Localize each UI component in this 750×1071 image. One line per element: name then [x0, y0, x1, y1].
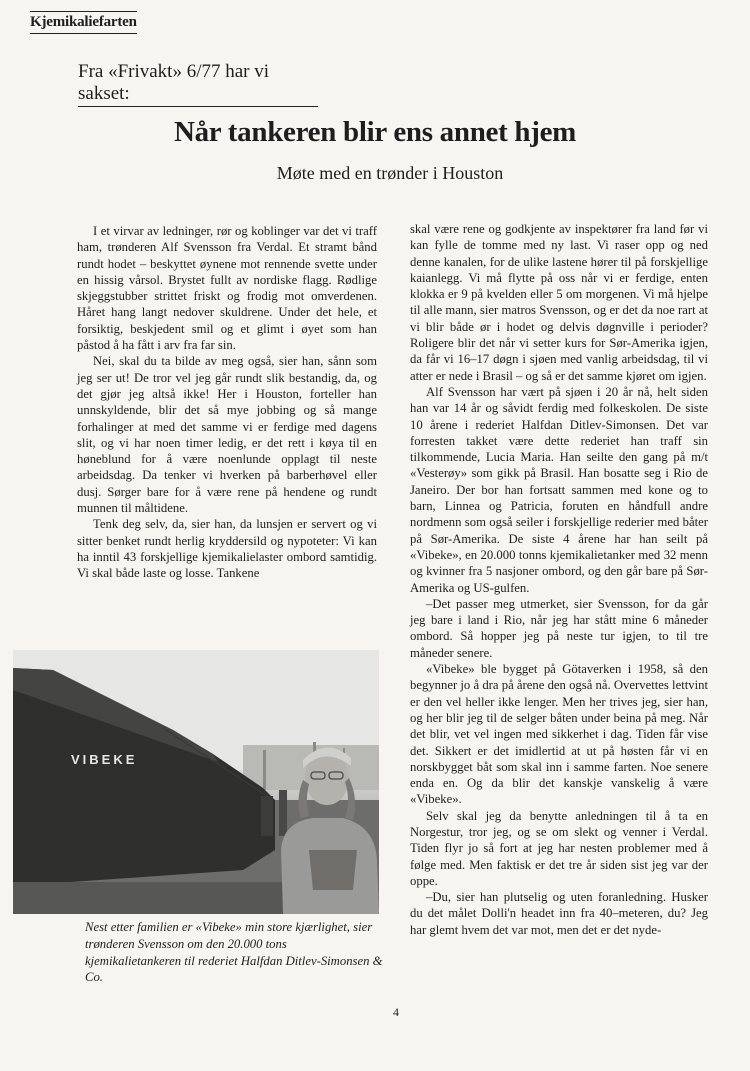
paragraph: skal være rene og godkjente av inspektører fra land før vi kan fylle de tomme med ny last. Vi raser opp og ned denne kanalen, for de ulike lastene hører til på forskjellige kaianlegg. Vi må flytte på oss når vi er ferdige, enten klokka er 9 på kvelden eller 5 om morgenen. Vi må hjelpe til alle mann, sier matros Svensson, og er det da noe rart at vi blir både ør i hodet og delvis døgnville i perioder? Roligere blir det når vi setter kurs for Sør-Amerika igjen, da får vi 16–17 døgn i sjøen med vanlig arbeidsdag, til vi atter er nede i Brasil – og så er det samme kjøret om igjen.: [410, 222, 708, 383]
section-label-bottom-rule: [30, 33, 137, 34]
paragraph: Selv skal jeg da benytte anledningen til å ta en Norgestur, tror jeg, og se om slekt og venner i Verdal. Tiden flyr jo så fort at jeg har nesten problemer med å følge med. Men faktisk er det tre år siden sist jeg var der oppe.: [410, 808, 708, 888]
page-number: 4: [393, 1005, 399, 1019]
paragraph: Nei, skal du ta bilde av meg også, sier han, sånn som jeg ser ut! De tror vel jeg går rundt slik bestandig, da, og det gjør jeg altså ikke! Her i Houston, forteller han unnskyldende, blir det så mye jobbing og så mange forhalinger at med det samme vi er ferdige med dagens slit, og vi har noen timer ledig, er det rett i køya til en høneblund for å være noenlunde opplagt til neste arbeidsdag. Da tenker vi hverken på barberhøvel eller dusj. Sørger bare for å være rene på hendene og rundt munnen til måltidene.: [77, 354, 377, 516]
paragraph: –Det passer meg utmerket, sier Svensson, for da går jeg bare i land i Rio, når jeg har stått mine 6 måneder ombord. Så hopper jeg på neste tur igjen, to til tre måneder senere.: [410, 596, 708, 660]
paragraph: Tenk deg selv, da, sier han, da lunsjen er servert og vi sitter benket rundt herlig kryddersild og nypoteter: Vi kan ha inntil 43 forskjellige kjemikalielaster ombord samtidig. Vi skal både laste og losse. Tankene: [77, 517, 377, 581]
article-headline: Når tankeren blir ens annet hjem: [173, 116, 577, 148]
article-column-left: [77, 223, 377, 582]
section-label: Kjemikaliefarten: [30, 14, 137, 30]
section-label-top-rule: [30, 11, 137, 12]
article-photo: [13, 650, 379, 914]
paragraph: –Du, sier han plutselig og uten foranledning. Husker du det målet Dolli'n headet inn fra 40–meteren, du? Jeg har glemt hvem det var mot, men det er det nyde-: [410, 890, 708, 937]
photo-caption: Nest etter familien er «Vibeke» min store kjærlighet, sier trønderen Svensson om den 20.000 tons kjemikalietankeren til rederiet Halfdan Ditlev-Simonsen & Co.: [85, 920, 383, 985]
tanker-photo-illustration: [13, 650, 379, 914]
paragraph: Alf Svensson har vært på sjøen i 20 år nå, helt siden han var 14 år og såvidt ferdig med folkeskolen. De siste 10 årene i rederiet Halfdan Ditlev-Simonsen. Det var forresten takket være dette rederiet han traff sin tilkommende, Lucia Maria. Han seilte den gang på m/t «Vesterøy» som gikk på Brasil. Han bosatte seg i Rio de Janeiro. Der bor han fortsatt sammen med kone og to barn, Linnea og Patricia, foruten en håndfull andre nordmenn som også seiler i forskjellige rederier med båter på Sør-Amerika. De siste 4 årene har han seilt på «Vibeke», en 20.000 tonns kjemikalietanker med 32 menn og kvinner fra 5 nasjoner ombord, og den går bare på Sør-Amerika og US-gulfen.: [410, 384, 708, 595]
hull-name-text: VIBEKE: [71, 752, 138, 767]
paragraph: I et virvar av ledninger, rør og koblinger var det vi traff ham, trønderen Alf Svensson fra Verdal. Et stramt bånd rundt hodet – beskyttet øynene mot rennende svette under en hissig vårsol. Brystet fullt av nordiske flagg. Rødlige skjeggstubber strittet friskt og frodig mot omverdenen. Håret hang langt nedover skuldrene. Under det hele, et forsiktig, beskjedent smil og et glimt i øyet som han påstod å ha fått i arv fra far sin.: [77, 224, 377, 353]
source-line: Fra «Frivakt» 6/77 har vi sakset:: [78, 61, 318, 107]
paragraph: «Vibeke» ble bygget på Götaverken i 1958, så den begynner jo å dra på årene den også nå. Overvettes lettvint er den vel heller ikke lenger. Men her trives jeg, sier han, og her blir jeg til de selger båten under beina på meg. Når det blir, vet vel ingen med sikkerhet i dag. Tiden får vise det. Sikkert er det imidlertid at ut på høsten får vi en norskbygget båt som skal inn i samme farten. Noe senere enda en. Og da blir det kanskje vanskelig å være «Vibeke».: [410, 662, 708, 807]
article-subheadline: Møte med en trønder i Houston: [276, 163, 504, 183]
article-column-right: [410, 221, 708, 938]
